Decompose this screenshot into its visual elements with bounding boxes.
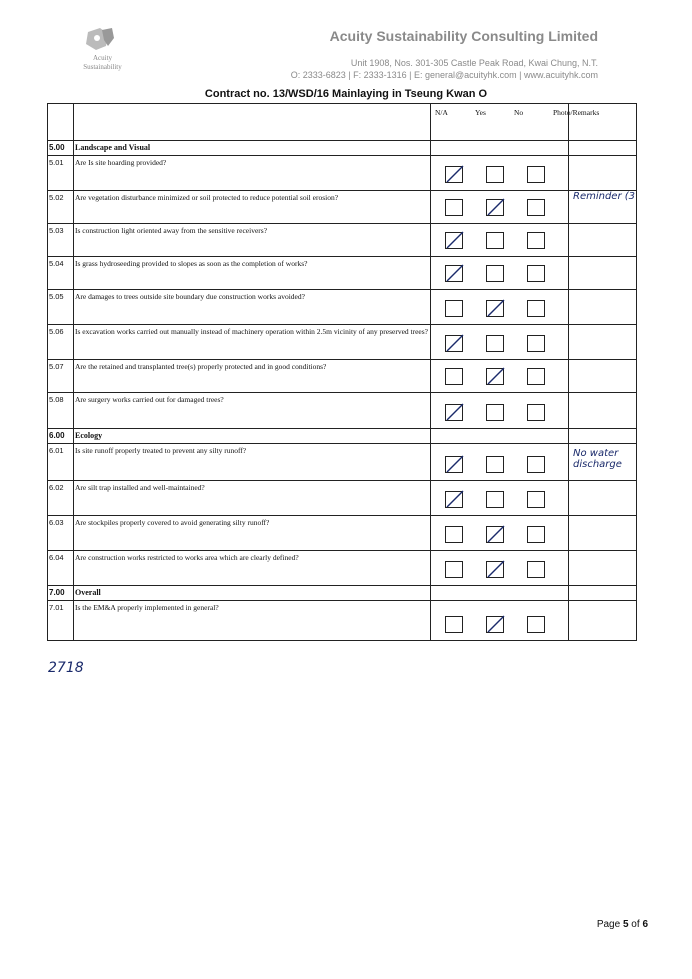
checkbox-cell (431, 156, 569, 191)
checkbox-yes[interactable] (486, 335, 504, 352)
checkbox-no[interactable] (527, 166, 545, 183)
checkbox-no[interactable] (527, 199, 545, 216)
remarks-cell (569, 257, 637, 290)
checklist-row (48, 444, 637, 481)
remarks-cell (569, 224, 637, 257)
remarks-cell (569, 360, 637, 393)
logo-text: Acuity Sustainability (83, 54, 122, 71)
checkbox-cell (431, 257, 569, 290)
checkbox-no[interactable] (527, 232, 545, 249)
item-number: 6.03 (48, 516, 74, 551)
checklist-row (48, 290, 637, 325)
checkbox-yes[interactable] (486, 561, 504, 578)
question-text: Is the EM&A properly implemented in general? (74, 601, 431, 641)
checkbox-na[interactable] (445, 300, 463, 317)
checkbox-no[interactable] (527, 368, 545, 385)
checkbox-na[interactable] (445, 199, 463, 216)
check-mark-icon (485, 523, 507, 545)
question-text: Are silt trap installed and well-maintained? (74, 481, 431, 516)
checkbox-cell (431, 224, 569, 257)
checkbox-cell (431, 360, 569, 393)
checkbox-yes[interactable] (486, 456, 504, 473)
checkbox-cell (431, 444, 622, 481)
item-number: 6.00 (48, 429, 74, 444)
checkbox-yes[interactable] (486, 526, 504, 543)
checkbox-cell (431, 141, 569, 156)
contract-title: Contract no. 13/WSD/16 Mainlaying in Tseung Kwan O (204, 88, 488, 100)
remarks-cell (569, 325, 637, 360)
checkbox-yes[interactable] (486, 616, 504, 633)
checkbox-no[interactable] (527, 335, 545, 352)
checkbox-cell (431, 393, 569, 429)
checklist-row (48, 360, 637, 393)
checkbox-na[interactable] (445, 166, 463, 183)
item-number: 5.06 (48, 325, 74, 360)
page-footer: Page 5 of 6 (596, 919, 648, 930)
question-text: Is construction light oriented away from the sensitive receivers? (74, 224, 431, 257)
check-mark-icon (485, 297, 507, 319)
checkbox-na[interactable] (445, 265, 463, 282)
remarks-cell (569, 429, 637, 444)
remarks-cell (569, 586, 637, 601)
checkbox-cell (431, 481, 569, 516)
checkbox-no[interactable] (527, 300, 545, 317)
header-na: N/A (435, 108, 448, 117)
checklist-row (48, 481, 637, 516)
question-text: Are stockpiles properly covered to avoid generating silty runoff? (74, 516, 431, 551)
checkbox-no[interactable] (527, 561, 545, 578)
checkbox-cell (431, 191, 636, 224)
checkbox-yes[interactable] (486, 166, 504, 183)
check-mark-icon (485, 196, 507, 218)
remarks-cell (569, 601, 637, 641)
checkbox-no[interactable] (527, 456, 545, 473)
checklist-row (48, 224, 637, 257)
question-text: Are damages to trees outside site boundary due construction works avoided? (74, 290, 431, 325)
checkbox-yes[interactable] (486, 300, 504, 317)
remarks-cell (569, 516, 637, 551)
item-number: 6.04 (48, 551, 74, 586)
checkbox-yes[interactable] (486, 368, 504, 385)
checkbox-na[interactable] (445, 335, 463, 352)
item-number: 7.00 (48, 586, 74, 601)
item-number: 5.05 (48, 290, 74, 325)
remarks-cell (569, 393, 637, 429)
section-row (48, 429, 637, 444)
checklist-row (48, 393, 637, 429)
handwritten-remark: Reminder (3 (573, 191, 636, 202)
checkbox-na[interactable] (445, 616, 463, 633)
checklist-row (48, 516, 637, 551)
item-number: 5.03 (48, 224, 74, 257)
company-address: Unit 1908, Nos. 301-305 Castle Peak Road, Kwai Chung, N.T. O: 2333-6823 | F: 2333-1316 | E: general@acuityhk.com | www.acuityhk.com (290, 58, 598, 80)
checklist-row (48, 257, 637, 290)
check-mark-icon (444, 401, 466, 423)
question-text: Are surgery works carried out for damaged trees? (74, 393, 431, 429)
checkbox-no[interactable] (527, 526, 545, 543)
checkbox-cell (431, 429, 569, 444)
checkbox-no[interactable] (527, 616, 545, 633)
check-mark-icon (444, 262, 466, 284)
item-number: 5.01 (48, 156, 74, 191)
remarks-cell (569, 551, 637, 586)
check-mark-icon (444, 163, 466, 185)
checkbox-na[interactable] (445, 491, 463, 508)
checkbox-yes[interactable] (486, 265, 504, 282)
question-text: Is site runoff properly treated to prevent any silty runoff? (74, 444, 431, 481)
item-number: 6.02 (48, 481, 74, 516)
checklist-row (48, 551, 637, 586)
checkbox-cell (431, 601, 569, 641)
check-mark-icon (485, 365, 507, 387)
checkbox-na[interactable] (445, 368, 463, 385)
item-number: 5.08 (48, 393, 74, 429)
handwritten-remark: No water discharge (573, 448, 622, 470)
header-no: No (514, 108, 524, 117)
checkbox-no[interactable] (527, 404, 545, 421)
remarks-cell (569, 481, 637, 516)
item-number: 7.01 (48, 601, 74, 641)
question-text: Are the retained and transplanted tree(s) properly protected and in good conditions? (74, 360, 431, 393)
section-title: Landscape and Visual (74, 141, 431, 156)
checklist-row (48, 191, 637, 224)
item-number: 5.02 (48, 191, 74, 224)
item-number: 5.04 (48, 257, 74, 290)
checklist-row (48, 601, 637, 641)
checkbox-na[interactable] (445, 404, 463, 421)
remarks-cell (569, 156, 637, 191)
checkbox-yes[interactable] (486, 199, 504, 216)
checkbox-cell (431, 586, 569, 601)
checkbox-na[interactable] (445, 526, 463, 543)
checkbox-cell (431, 551, 569, 586)
check-mark-icon (444, 453, 466, 475)
checkbox-yes[interactable] (486, 232, 504, 249)
item-number: 6.01 (48, 444, 74, 481)
question-text: Is excavation works carried out manually instead of machinery operation within 2.5m vicinity of any preserved trees? (74, 325, 431, 360)
checkbox-cell (431, 516, 569, 551)
header-yes: Yes (475, 108, 486, 117)
checklist-table (47, 103, 637, 641)
item-number: 5.07 (48, 360, 74, 393)
check-mark-icon (444, 229, 466, 251)
question-text: Are construction works restricted to works area which are clearly defined? (74, 551, 431, 586)
checkbox-no[interactable] (527, 491, 545, 508)
check-mark-icon (444, 488, 466, 510)
checkbox-cell (431, 290, 569, 325)
check-mark-icon (485, 613, 507, 635)
check-mark-icon (444, 332, 466, 354)
checklist-row (48, 156, 637, 191)
checkbox-no[interactable] (527, 265, 545, 282)
checkbox-na[interactable] (445, 561, 463, 578)
header-remarks: Photo/Remarks (553, 108, 600, 117)
check-mark-icon (485, 558, 507, 580)
status-header (431, 104, 600, 141)
section-title: Ecology (74, 429, 431, 444)
checkbox-na[interactable] (445, 232, 463, 249)
section-row (48, 586, 637, 601)
checkbox-na[interactable] (445, 456, 463, 473)
table-header-row (48, 104, 637, 141)
checkbox-yes[interactable] (486, 404, 504, 421)
section-title: Overall (74, 586, 431, 601)
question-text: Are Is site hoarding provided? (74, 156, 431, 191)
company-name: Acuity Sustainability Consulting Limited (329, 28, 598, 44)
checkbox-yes[interactable] (486, 491, 504, 508)
question-text: Are vegetation disturbance minimized or soil protected to reduce potential soil erosion? (74, 191, 431, 224)
handwritten-page-number: 2718 (48, 660, 84, 676)
checklist-row (48, 325, 637, 360)
remarks-cell (569, 290, 637, 325)
section-row (48, 141, 637, 156)
checkbox-cell (431, 325, 569, 360)
item-number: 5.00 (48, 141, 74, 156)
question-text: Is grass hydroseeding provided to slopes as soon as the completion of works? (74, 257, 431, 290)
remarks-cell (569, 141, 637, 156)
